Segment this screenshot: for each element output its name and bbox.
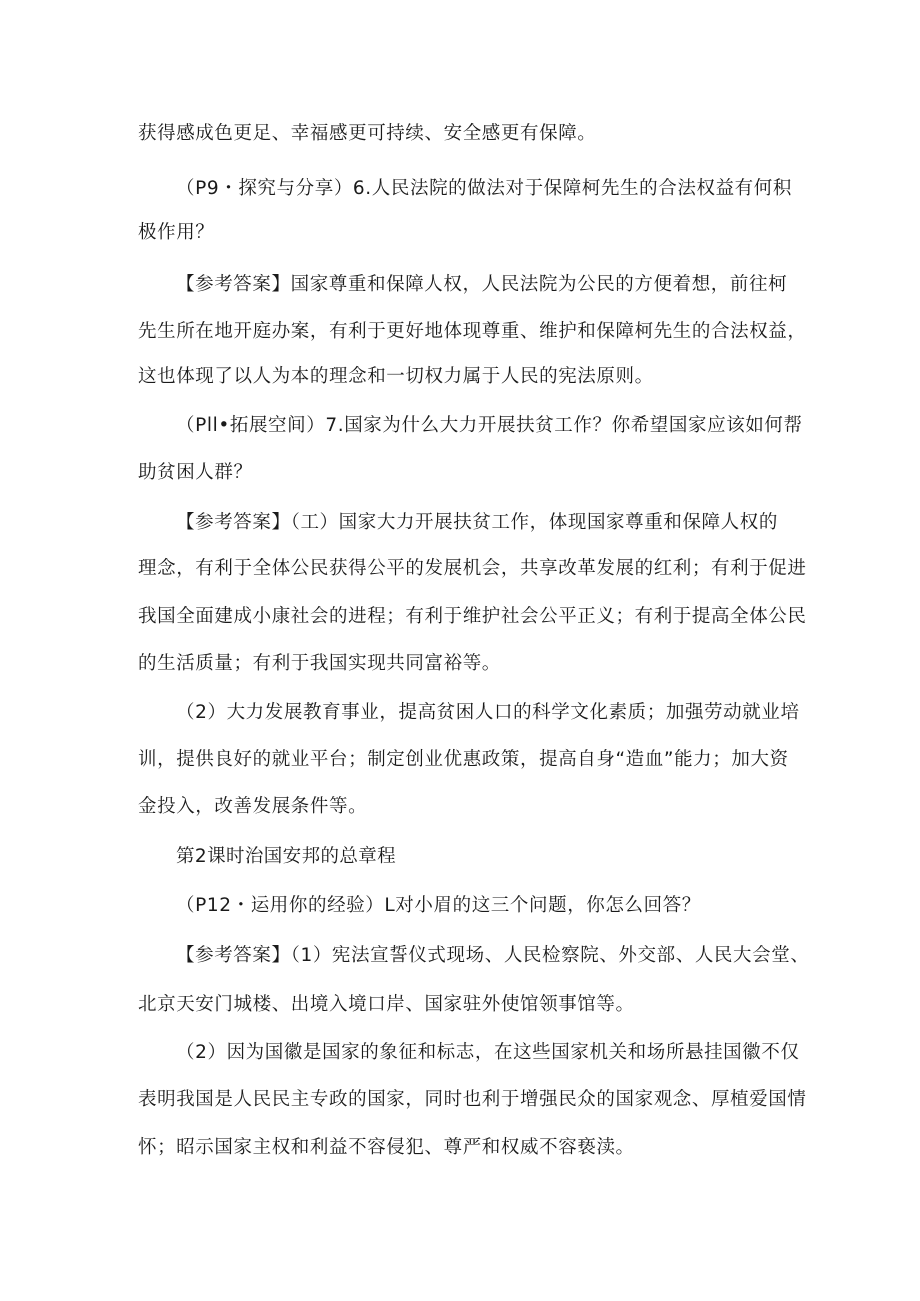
text-line: 金投入，改善发展条件等。 [138,796,368,817]
answer-line: 【参考答案】国家尊重和保障人权，人民法院为公民的方便着想，前往柯 [176,274,788,295]
text-line: 这也体现了以人为本的理念和一切权力属于人民的宪法原则。 [138,366,654,387]
text-line: 怀；昭示国家主权和利益不容侵犯、尊严和权威不容亵渎。 [138,1137,635,1158]
text-line: 北京天安门城楼、出境入境口岸、国家驻外使馆领事馆等。 [138,994,635,1015]
text-line: 极作用？ [138,222,215,243]
text-line: 我国全面建成小康社会的进程；有利于维护社会公平正义；有利于提高全体公民 [138,606,807,627]
text-line: 先生所在地开庭办案，有利于更好地体现尊重、维护和保障柯先生的合法权益， [138,321,807,342]
answer-line: 【参考答案】（工）国家大力开展扶贫工作，体现国家尊重和保障人权的 [176,512,778,533]
question-line: （P9・探究与分享）6.人民法院的做法对于保障柯先生的合法权益有何积 [176,178,792,199]
answer-line: 【参考答案】（1）宪法宣誓仪式现场、人民检察院、外交部、人民大会堂、 [176,945,810,966]
text-line: 理念，有利于全体公民获得公平的发展机会，共享改革发展的红利；有利于促进 [138,558,807,579]
question-line: （Pll•拓展空间）7.国家为什么大力开展扶贫工作？你希望国家应该如何帮 [176,415,803,436]
question-line: （P12・运用你的经验）L对小眉的这三个问题，你怎么回答？ [176,895,701,916]
text-line: 助贫困人群？ [138,462,253,483]
text-line: 的生活质量；有利于我国实现共同富裕等。 [138,653,501,674]
text-line: 获得感成色更足、幸福感更可持续、安全感更有保障。 [138,123,597,144]
answer-line: （2）因为国徽是国家的象征和标志，在这些国家机关和场所悬挂国徽不仅 [176,1042,800,1063]
answer-line: （2）大力发展教育事业，提高贫困人口的科学文化素质；加强劳动就业培 [176,702,800,723]
text-line: 表明我国是人民民主专政的国家，同时也利于增强民众的国家观念、厚植爱国情 [138,1089,807,1110]
section-heading: 第2课时治国安邦的总章程 [176,846,397,867]
text-line: 训，提供良好的就业平台；制定创业优惠政策，提高自身“造血”能力；加大资 [138,749,789,770]
